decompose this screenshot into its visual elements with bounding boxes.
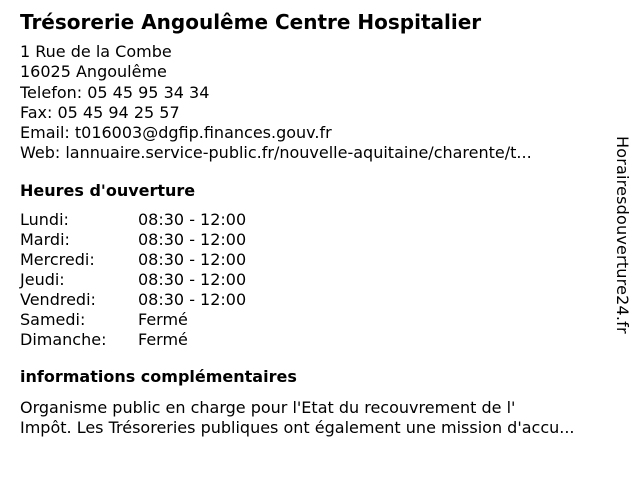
website-link: Web: lannuaire.service-public.fr/nouvelle-aquitaine/charente/t... xyxy=(20,143,532,163)
hours-row xyxy=(20,250,615,270)
hours-time: Fermé xyxy=(138,329,188,349)
hours-time: 08:30 - 12:00 xyxy=(138,229,247,249)
hours-day: Mercredi: xyxy=(20,249,95,269)
hours-row xyxy=(20,310,615,330)
opening-hours-heading: Heures d'ouverture xyxy=(20,180,196,200)
info-line: Impôt. Les Trésoreries publiques ont également une mission d'accu... xyxy=(20,418,575,438)
hours-row xyxy=(20,330,615,350)
hours-day: Samedi: xyxy=(20,309,86,329)
hours-day: Mardi: xyxy=(20,229,70,249)
hours-time: 08:30 - 12:00 xyxy=(138,249,247,269)
hours-time: Fermé xyxy=(138,309,188,329)
fax-number: Fax: 05 45 94 25 57 xyxy=(20,102,180,122)
business-title: Trésorerie Angoulême Centre Hospitalier xyxy=(20,10,482,34)
hours-day: Lundi: xyxy=(20,209,69,229)
hours-time: 08:30 - 12:00 xyxy=(138,209,247,229)
hours-row xyxy=(20,290,615,310)
hours-day: Jeudi: xyxy=(20,269,65,289)
contact-block xyxy=(20,42,615,164)
address-street: 1 Rue de la Combe xyxy=(20,42,172,61)
hours-day: Dimanche: xyxy=(20,329,107,349)
hours-day: Vendredi: xyxy=(20,289,96,309)
business-card xyxy=(20,8,615,438)
additional-info-heading: informations complémentaires xyxy=(20,366,297,386)
hours-row xyxy=(20,230,615,250)
opening-hours-table xyxy=(20,210,615,350)
email-address: Email: t016003@dgfip.finances.gouv.fr xyxy=(20,123,332,143)
phone-number: Telefon: 05 45 95 34 34 xyxy=(20,82,210,102)
address-city: 16025 Angoulême xyxy=(20,62,167,82)
hours-row xyxy=(20,210,615,230)
hours-row xyxy=(20,270,615,290)
hours-time: 08:30 - 12:00 xyxy=(138,289,247,309)
hours-time: 08:30 - 12:00 xyxy=(138,269,247,289)
additional-info-text xyxy=(20,398,615,439)
info-line: Organisme public en charge pour l'Etat du recouvrement de l' xyxy=(20,397,516,417)
site-watermark: Horairesdouverture24.fr xyxy=(613,136,632,334)
